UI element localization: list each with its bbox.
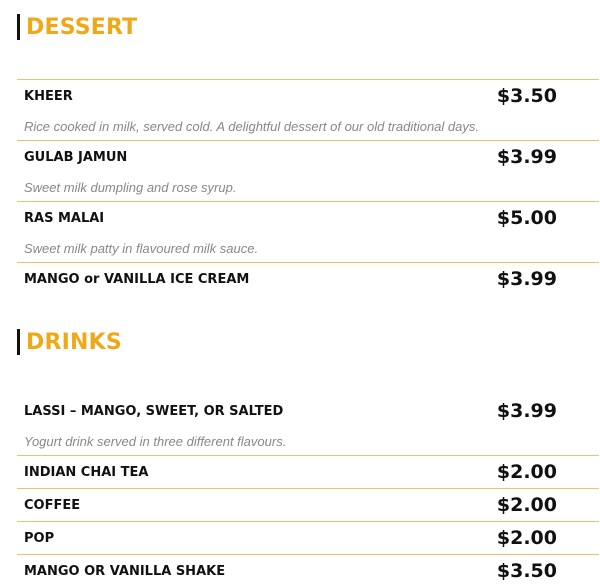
item-price: $3.99 (496, 268, 557, 290)
item-price: $3.50 (496, 85, 557, 107)
drinks-heading (17, 329, 122, 355)
item-name: LASSI – MANGO, SWEET, OR SALTED (24, 403, 284, 419)
menu-item-ras-malai (17, 201, 599, 262)
item-name: MANGO OR VANILLA SHAKE (24, 563, 226, 579)
item-name: INDIAN CHAI TEA (24, 464, 149, 480)
menu-item-chai-tea (17, 455, 599, 488)
item-price: $2.00 (496, 494, 557, 516)
menu-item-shake (17, 554, 599, 587)
dessert-title: DESSERT (26, 14, 138, 40)
item-price: $3.50 (496, 560, 557, 582)
item-description: Rice cooked in milk, served cold. A delightful dessert of our old traditional days. (24, 118, 479, 134)
item-name: MANGO or VANILLA ICE CREAM (24, 271, 250, 287)
drinks-menu (17, 394, 599, 587)
item-name: POP (24, 530, 55, 546)
dessert-menu (17, 79, 599, 295)
heading-accent-bar (17, 14, 20, 40)
menu-item-pop (17, 521, 599, 554)
item-price: $2.00 (496, 461, 557, 483)
menu-item-lassi (17, 394, 599, 455)
menu-item-kheer (17, 79, 599, 140)
drinks-title: DRINKS (26, 329, 122, 355)
item-name: RAS MALAI (24, 210, 105, 226)
item-price: $2.00 (496, 527, 557, 549)
item-name: GULAB JAMUN (24, 149, 128, 165)
item-price: $3.99 (496, 400, 557, 422)
menu-item-coffee (17, 488, 599, 521)
dessert-heading (17, 14, 137, 40)
item-price: $5.00 (496, 207, 557, 229)
item-description: Sweet milk dumpling and rose syrup. (24, 179, 237, 195)
heading-accent-bar (17, 329, 20, 355)
item-name: KHEER (24, 88, 73, 104)
menu-item-ice-cream (17, 262, 599, 295)
item-description: Sweet milk patty in flavoured milk sauce. (24, 240, 259, 256)
item-description: Yogurt drink served in three different flavours. (24, 433, 287, 449)
item-price: $3.99 (496, 146, 557, 168)
menu-item-gulab-jamun (17, 140, 599, 201)
item-name: COFFEE (24, 497, 81, 513)
